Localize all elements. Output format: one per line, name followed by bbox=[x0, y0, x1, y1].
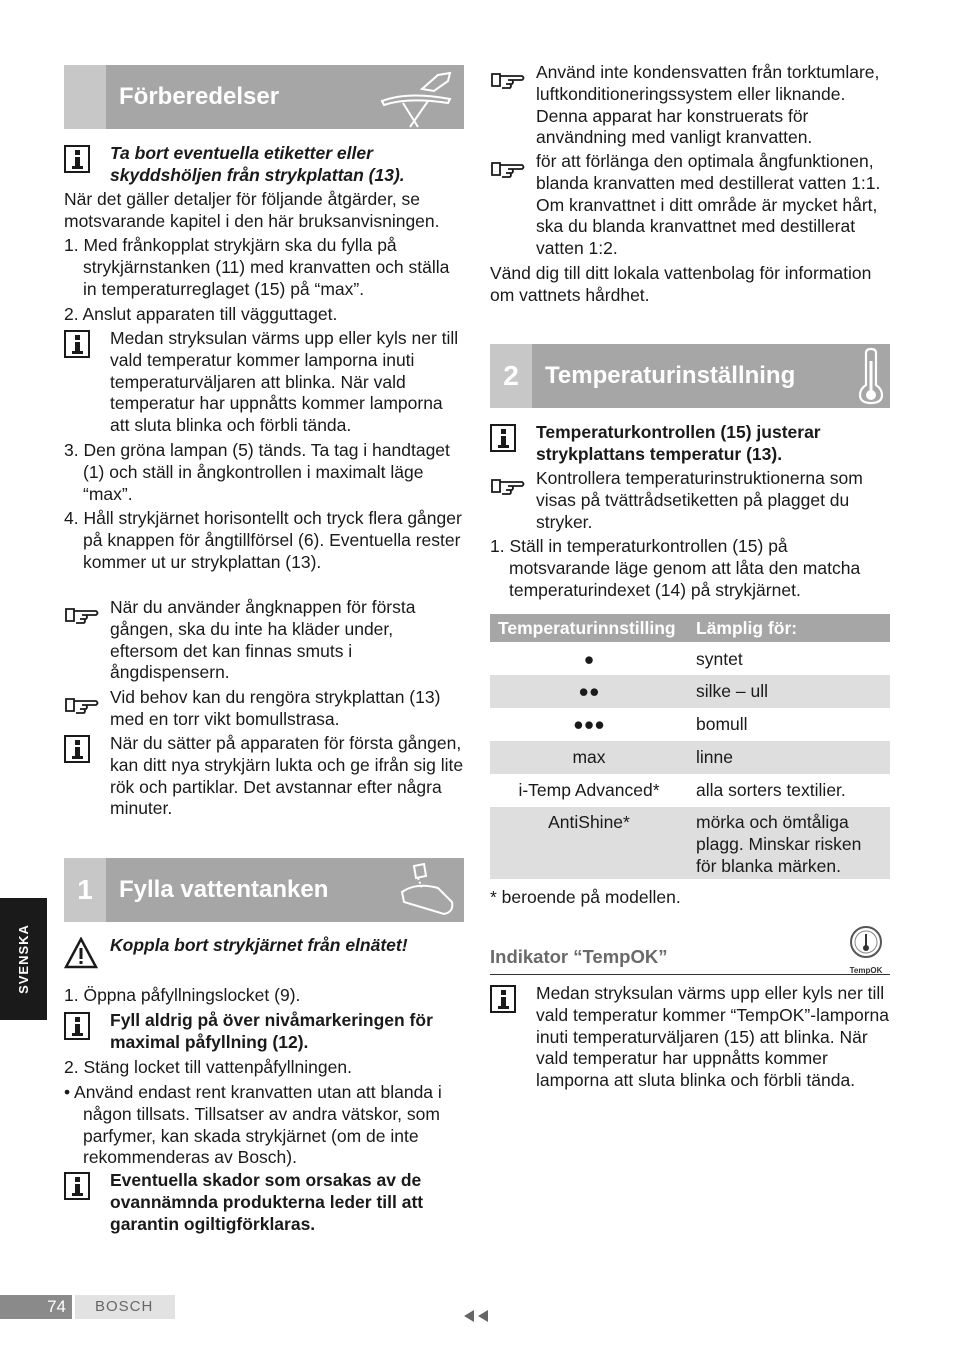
table-header-suitable: Lämplig för: bbox=[696, 618, 798, 638]
fill-step-2: 2. Stäng locket till vattenpåfyllningen. bbox=[64, 1057, 352, 1077]
table-cell-setting: max bbox=[490, 741, 688, 774]
table-cell-fabric: mörka och ömtåliga plagg. Minskar risken för blanka märken. bbox=[688, 807, 890, 879]
pointing-hand-icon bbox=[490, 155, 526, 179]
tempok-badge bbox=[844, 924, 888, 974]
page-nav-arrows-icon[interactable] bbox=[462, 1308, 490, 1324]
tip-steam-first-use: När du använder ångknappen för första gången, ska du inte ha kläder under, eftersom det kan finnas smuts i ångdispensern. bbox=[64, 597, 464, 684]
section-header-fill-tank bbox=[64, 858, 464, 922]
page-number: 74 bbox=[0, 1295, 72, 1319]
pointing-hand-icon bbox=[64, 601, 100, 625]
info-note-temp-control: Temperaturkontrollen (15) justerar strykplattans temperatur (13). bbox=[490, 422, 890, 466]
tip-clean-soleplate: Vid behov kan du rengöra strykplattan (13) med en torr vikt bomullstrasa. bbox=[64, 687, 464, 731]
step-2: 2. Anslut apparaten till vägguttaget. bbox=[64, 304, 338, 324]
section-title: Fylla vattentanken bbox=[119, 876, 329, 903]
pointing-hand-icon bbox=[490, 66, 526, 90]
pointing-hand-icon bbox=[490, 472, 526, 496]
tip-no-condensed-water: Använd inte kondensvatten från torktumlare, luftkonditioneringssystem eller liknande. Denna apparat har konstruerats för användning med vanligt kranvatten. bbox=[490, 62, 890, 149]
section-number: 2 bbox=[490, 344, 532, 408]
info-icon bbox=[64, 1012, 90, 1040]
step-1: 1. Med frånkopplat strykjärn ska du fylla på strykjärnstanken (11) med kranvatten och ställa in temperaturreglaget (15) på “max”. bbox=[64, 235, 450, 299]
temp-step-1: 1. Ställ in temperaturkontrollen (15) på motsvarande läge genom att låta den matcha temperaturindexet (14) på strykjärnet. bbox=[490, 536, 861, 600]
tip-care-label: Kontrollera temperaturinstruktionerna som visas på tvättrådsetiketten på plagget du stryker. bbox=[490, 468, 890, 533]
table-cell-fabric: syntet bbox=[696, 649, 743, 669]
thermometer-icon bbox=[856, 347, 886, 405]
section-header-temperature bbox=[490, 344, 890, 408]
table-cell-fabric: bomull bbox=[696, 714, 748, 734]
table-header-setting: Temperaturinnstilling bbox=[498, 618, 676, 638]
table-row bbox=[490, 807, 890, 879]
table-header-row bbox=[490, 614, 890, 642]
table-row bbox=[490, 741, 890, 774]
water-hardness-text: Vänd dig till ditt lokala vattenbolag för information om vattnets hårdhet. bbox=[490, 263, 872, 305]
table-cell-fabric: linne bbox=[688, 741, 890, 774]
info-note-remove-labels: Ta bort eventuella etiketter eller skyddshöljen från strykplattan (13). bbox=[64, 143, 464, 187]
info-note-max-fill: Fyll aldrig på över nivåmarkeringen för maximal påfyllning (12). bbox=[64, 1010, 464, 1054]
section-title: Förberedelser bbox=[119, 83, 280, 110]
bullet-tap-water: • Använd endast rent kranvatten utan att blanda i någon tillsats. Tillsatser av andra vätskor, som parfymer, kan skada strykjärnet (om de inte rekommenderas av Bosch). bbox=[64, 1082, 442, 1168]
table-row bbox=[490, 708, 890, 741]
info-icon bbox=[490, 985, 516, 1013]
info-icon bbox=[490, 424, 516, 452]
tempok-subheading: Indikator “TempOK” bbox=[490, 946, 890, 975]
table-cell-setting: ● bbox=[583, 649, 595, 669]
warning-triangle-icon bbox=[64, 937, 98, 969]
info-note-first-use-smell: När du sätter på apparaten för första gången, kan ditt nya strykjärn lukta och ge ifrån sig lite rök och partiklar. Det avstannar efter några minuter. bbox=[64, 733, 464, 820]
ironing-board-icon bbox=[378, 69, 458, 129]
info-note-warranty: Eventuella skador som orsakas av de ovannämnda produkterna leder till att garantin ogiltigförklaras. bbox=[64, 1170, 464, 1235]
info-icon bbox=[64, 1172, 90, 1200]
tempok-badge-label: TempOK bbox=[849, 965, 883, 975]
brand-label: BOSCH bbox=[75, 1295, 175, 1319]
warning-unplug: Koppla bort strykjärnet från elnätet! bbox=[64, 935, 464, 957]
section-number-bar bbox=[64, 65, 106, 129]
table-footnote: * beroende på modellen. bbox=[490, 887, 681, 907]
fill-step-1: 1. Öppna påfyllningslocket (9). bbox=[64, 985, 301, 1005]
section-header-preparations bbox=[64, 65, 464, 129]
table-cell-setting: ●●● bbox=[573, 714, 605, 734]
table-cell-fabric: alla sorters textilier. bbox=[696, 780, 846, 800]
tip-mix-distilled: för att förlänga den optimala ångfunktionen, blanda kranvatten med destillerat vatten 1:1. Om kranvattnet i ditt område är mycket hårt, ska du blanda kranvattnet med destillerat vatten 1:2. bbox=[490, 151, 890, 260]
intro-text: När det gäller detaljer för följande åtgärder, se motsvarande kapitel i den här bruksanvisningen. bbox=[64, 189, 440, 231]
section-number: 1 bbox=[64, 858, 106, 922]
info-icon bbox=[64, 145, 90, 173]
info-note-lamps: Medan stryksulan värms upp eller kyls ner till vald temperatur kommer lamporna inuti temperaturväljaren att blinka. När vald temperatur har uppnåtts kommer lamporna att sluta blinka och förbli tända. bbox=[64, 328, 464, 437]
table-cell-setting: ●● bbox=[490, 675, 688, 708]
table-row bbox=[490, 774, 890, 807]
language-tab bbox=[0, 898, 47, 1020]
iron-fill-icon bbox=[396, 862, 458, 920]
step-3: 3. Den gröna lampan (5) tänds. Ta tag i handtaget (1) och ställ in ångkontrollen i maximalt läge “max”. bbox=[64, 440, 450, 504]
tempok-thermometer-icon bbox=[844, 924, 888, 960]
section-title: Temperaturinställning bbox=[545, 362, 796, 389]
temperature-table bbox=[490, 614, 890, 879]
table-cell-fabric: silke – ull bbox=[688, 675, 890, 708]
table-cell-setting: i-Temp Advanced* bbox=[518, 780, 660, 800]
info-note-tempok: Medan stryksulan värms upp eller kyls ner till vald temperatur kommer “TempOK”-lamporna inuti temperaturväljaren (15) att blinka. När vald temperatur har uppnåtts kommer lamporna att sluta blinka och förbli tända. bbox=[490, 983, 890, 1092]
table-cell-setting: AntiShine* bbox=[490, 807, 688, 879]
pointing-hand-icon bbox=[64, 691, 100, 715]
language-label: SVENSKA bbox=[15, 924, 31, 994]
table-row bbox=[490, 675, 890, 708]
step-4: 4. Håll strykjärnet horisontellt och tryck flera gånger på knappen för ångtillförsel (6). Eventuella rester kommer ut ur strykplattan (13). bbox=[64, 508, 462, 572]
info-icon bbox=[64, 735, 90, 763]
info-icon bbox=[64, 330, 90, 358]
table-row bbox=[490, 642, 890, 675]
